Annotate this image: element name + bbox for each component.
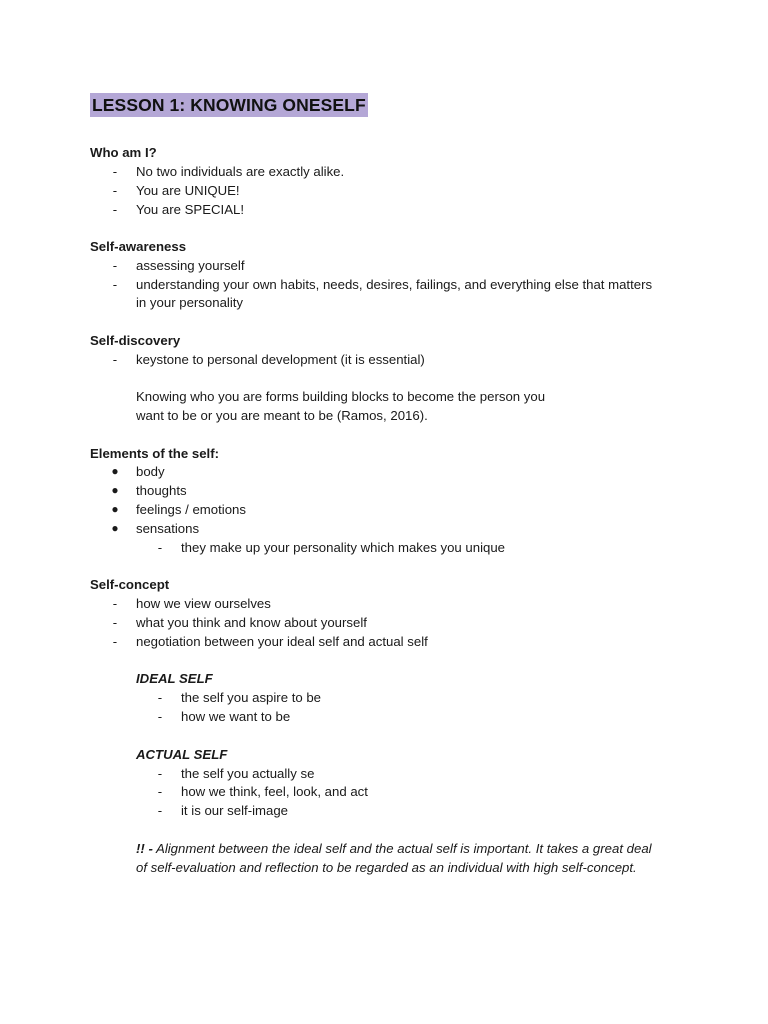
list-item: how we view ourselves — [136, 596, 271, 611]
bullet-marker: ● — [111, 521, 119, 535]
self-awareness-heading: Self-awareness — [90, 239, 187, 254]
dash-marker: - — [112, 352, 118, 367]
paragraph-line: want to be or you are meant to be (Ramos, 2016). — [136, 408, 428, 423]
self-concept-heading: Self-concept — [90, 577, 170, 592]
list-item: keystone to personal development (it is essential) — [136, 352, 425, 367]
lesson-title: LESSON 1: KNOWING ONESELF — [92, 95, 366, 115]
dash-marker: - — [112, 202, 118, 217]
list-item: feelings / emotions — [136, 502, 246, 517]
dash-marker: - — [157, 540, 163, 555]
list-item: No two individuals are exactly alike. — [136, 164, 345, 179]
dash-marker: - — [112, 183, 118, 198]
list-item-continuation: in your personality — [136, 295, 244, 310]
self-discovery-heading: Self-discovery — [90, 333, 181, 348]
ideal-self-heading: IDEAL SELF — [136, 671, 213, 686]
dash-marker: - — [157, 690, 163, 705]
sub-list-item: the self you aspire to be — [181, 690, 322, 705]
bullet-marker: ● — [111, 464, 119, 478]
dash-marker: - — [112, 258, 118, 273]
dash-marker: - — [112, 615, 118, 630]
note-text: Alignment between the ideal self and the actual self is important. It takes a great deal — [156, 841, 652, 856]
sub-list-item: how we want to be — [181, 709, 291, 724]
list-item: assessing yourself — [136, 258, 245, 273]
list-item: understanding your own habits, needs, desires, failings, and everything else that matters — [136, 277, 653, 292]
dash-marker: - — [157, 803, 163, 818]
list-item: body — [136, 464, 165, 479]
bullet-marker: ● — [111, 502, 119, 516]
sub-list-item: how we think, feel, look, and act — [181, 784, 368, 799]
list-item: You are SPECIAL! — [136, 202, 245, 217]
sub-list-item: the self you actually se — [181, 766, 315, 781]
dash-marker: - — [112, 596, 118, 611]
elements-heading: Elements of the self: — [90, 446, 219, 461]
sub-list-item: they make up your personality which makes you unique — [181, 540, 506, 555]
dash-marker: - — [112, 634, 118, 649]
bullet-marker: ● — [111, 483, 119, 497]
note-line-2: of self-evaluation and reflection to be regarded as an individual with high self-concept. — [136, 860, 637, 875]
dash-marker: - — [157, 766, 163, 781]
note-marker: !! - — [136, 841, 153, 856]
actual-self-heading: ACTUAL SELF — [136, 747, 228, 762]
list-item: sensations — [136, 521, 200, 536]
list-item: You are UNIQUE! — [136, 183, 240, 198]
note-line-1 — [136, 839, 652, 858]
who-am-i-heading: Who am I? — [90, 145, 157, 160]
dash-marker: - — [157, 784, 163, 799]
list-item: thoughts — [136, 483, 187, 498]
list-item: negotiation between your ideal self and actual self — [136, 634, 428, 649]
dash-marker: - — [157, 709, 163, 724]
list-item: what you think and know about yourself — [136, 615, 367, 630]
dash-marker: - — [112, 164, 118, 179]
paragraph-line: Knowing who you are forms building blocks to become the person you — [136, 389, 546, 404]
dash-marker: - — [112, 277, 118, 292]
sub-list-item: it is our self-image — [181, 803, 289, 818]
